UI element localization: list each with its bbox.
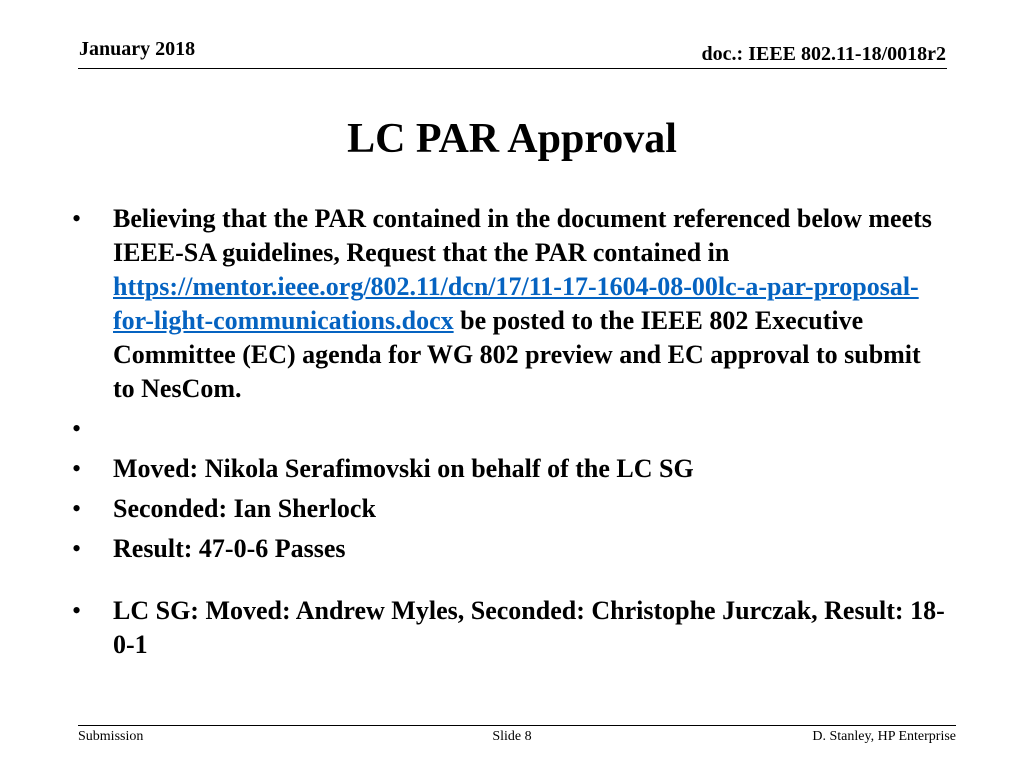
bullet-item-lc-sg [72, 594, 947, 662]
footer-submission: Submission [78, 729, 144, 744]
bullet-glyph: • [72, 494, 82, 523]
par-document-link[interactable]: https://mentor.ieee.org/802.11/dcn/17/11-17-1604-08-00lc-a-par-proposal-for-light-communications.docx [113, 272, 919, 335]
bullet-item-motion [72, 202, 947, 406]
motion-text-after-link: be posted to the IEEE 802 Executive Committee (EC) agenda for WG 802 preview and EC approval to submit to NesCom. [113, 306, 921, 403]
footer-author: D. Stanley, HP Enterprise [812, 729, 956, 744]
bullet-item-seconded [72, 492, 947, 526]
bullet-list [72, 202, 947, 662]
bullet-glyph: • [72, 454, 82, 483]
bullet-glyph: • [72, 534, 82, 563]
bullet-item-result [72, 532, 947, 566]
slide-title: LC PAR Approval [347, 116, 677, 162]
bullet-glyph: • [72, 596, 82, 625]
moved-text: Moved: Nikola Serafimovski on behalf of the LC SG [113, 454, 694, 483]
bullet-item-empty [72, 412, 947, 446]
header-date: January 2018 [79, 38, 196, 60]
header-doc-id: doc.: IEEE 802.11-18/0018r2 [701, 43, 946, 65]
result-text: Result: 47-0-6 Passes [113, 534, 346, 563]
footer-slide-number: Slide 8 [492, 729, 532, 744]
bullet-glyph: • [72, 204, 82, 233]
footer-divider [78, 725, 956, 726]
bullet-item-moved [72, 452, 947, 486]
seconded-text: Seconded: Ian Sherlock [113, 494, 376, 523]
lc-sg-text: LC SG: Moved: Andrew Myles, Seconded: Christophe Jurczak, Result: 18-0-1 [113, 596, 945, 659]
header-divider [78, 68, 947, 69]
bullet-glyph: • [72, 414, 82, 443]
motion-text-before-link: Believing that the PAR contained in the document referenced below meets IEEE-SA guidelines, Request that the PAR contained in [113, 204, 932, 267]
